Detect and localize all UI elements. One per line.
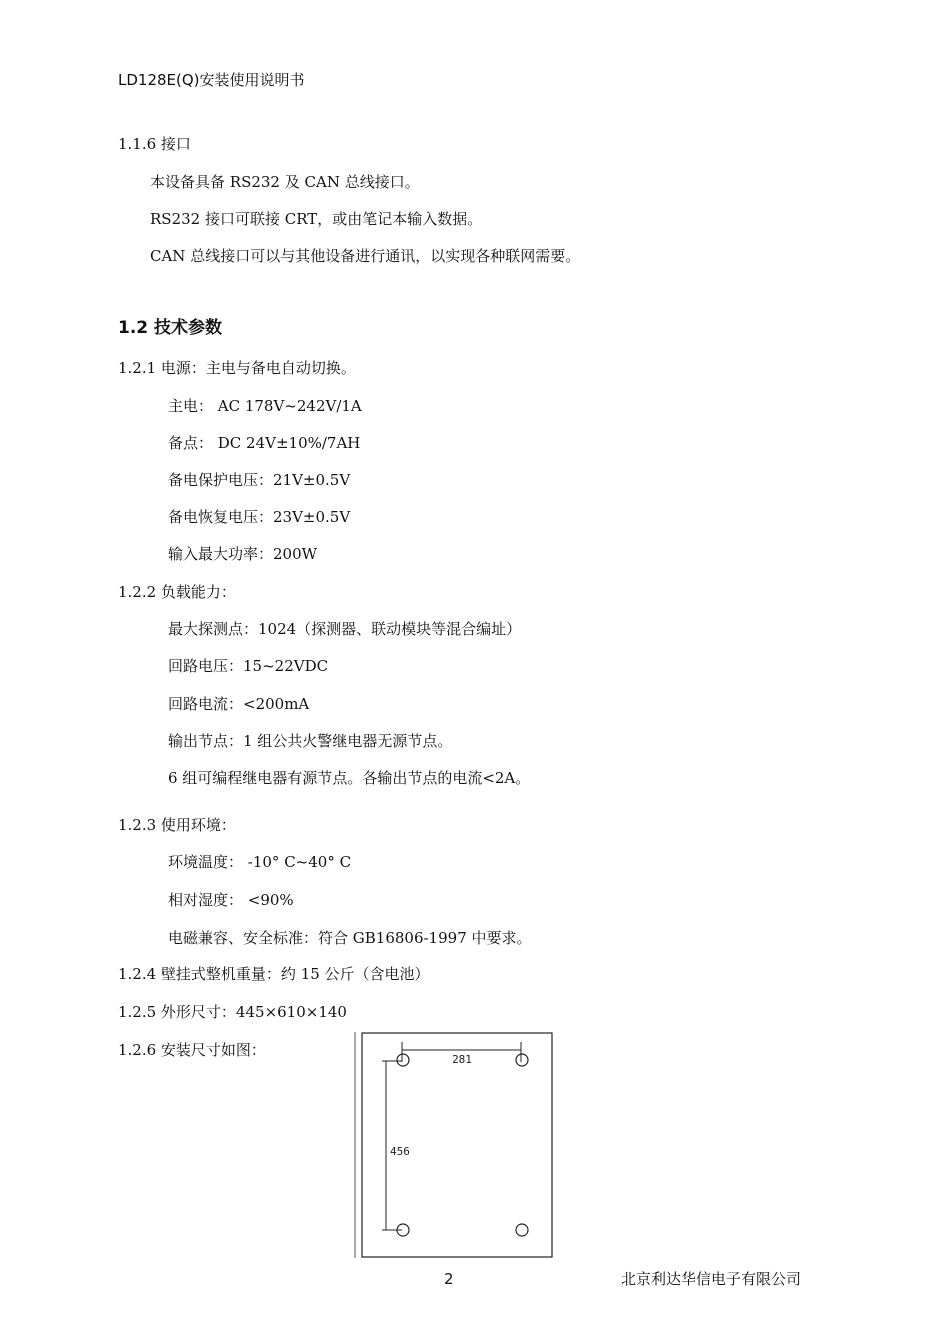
page-number: 2 bbox=[444, 1270, 454, 1288]
section-1-2-heading: 1.2 技术参数 bbox=[118, 318, 223, 338]
spec-line: 回路电流：<200mA bbox=[168, 695, 310, 713]
paragraph-line: RS232 接口可联接 CRT，或由笔记本输入数据。 bbox=[150, 210, 483, 228]
company-name: 北京利达华信电子有限公司 bbox=[621, 1270, 802, 1288]
spec-line: 6 组可编程继电器有源节点。各输出节点的电流<2A。 bbox=[168, 769, 531, 787]
spec-line: 环境温度： -10° C~40° C bbox=[168, 853, 352, 871]
section-1-2-4-heading: 1.2.4 壁挂式整机重量：约 15 公斤（含电池） bbox=[118, 965, 430, 983]
section-1-2-1-heading: 1.2.1 电源：主电与备电自动切换。 bbox=[118, 359, 356, 377]
width-dimension-label: 281 bbox=[452, 1053, 472, 1066]
mounting-hole-top-right bbox=[516, 1054, 528, 1066]
paragraph-line: 本设备具备 RS232 及 CAN 总线接口。 bbox=[150, 173, 420, 191]
spec-line: 备电保护电压：21V±0.5V bbox=[168, 471, 351, 489]
section-1-1-6-heading: 1.1.6 接口 bbox=[118, 135, 191, 153]
spec-line: 相对湿度： <90% bbox=[168, 891, 294, 909]
spec-line: 电磁兼容、安全标准：符合 GB16806-1997 中要求。 bbox=[168, 929, 532, 947]
section-1-2-5-heading: 1.2.5 外形尺寸：445×610×140 bbox=[118, 1003, 347, 1021]
spec-line: 备点： DC 24V±10%/7AH bbox=[168, 434, 361, 452]
section-1-2-3-heading: 1.2.3 使用环境： bbox=[118, 816, 236, 834]
spec-line: 备电恢复电压：23V±0.5V bbox=[168, 508, 351, 526]
section-1-2-6-heading: 1.2.6 安装尺寸如图： bbox=[118, 1041, 266, 1059]
spec-line: 最大探测点：1024（探测器、联动模块等混合编址） bbox=[168, 620, 522, 638]
spec-line: 输出节点：1 组公共火警继电器无源节点。 bbox=[168, 732, 453, 750]
document-header: LD128E(Q)安装使用说明书 bbox=[118, 71, 305, 89]
mounting-hole-top-left bbox=[397, 1054, 409, 1066]
mounting-hole-bottom-right bbox=[516, 1224, 528, 1236]
mounting-diagram bbox=[354, 1032, 556, 1260]
section-1-2-2-heading: 1.2.2 负载能力： bbox=[118, 583, 236, 601]
height-dimension-label: 456 bbox=[390, 1145, 410, 1158]
paragraph-line: CAN 总线接口可以与其他设备进行通讯，以实现各种联网需要。 bbox=[150, 247, 581, 265]
spec-line: 输入最大功率：200W bbox=[168, 545, 318, 563]
spec-line: 回路电压：15~22VDC bbox=[168, 657, 329, 675]
spec-line: 主电： AC 178V~242V/1A bbox=[168, 397, 362, 415]
